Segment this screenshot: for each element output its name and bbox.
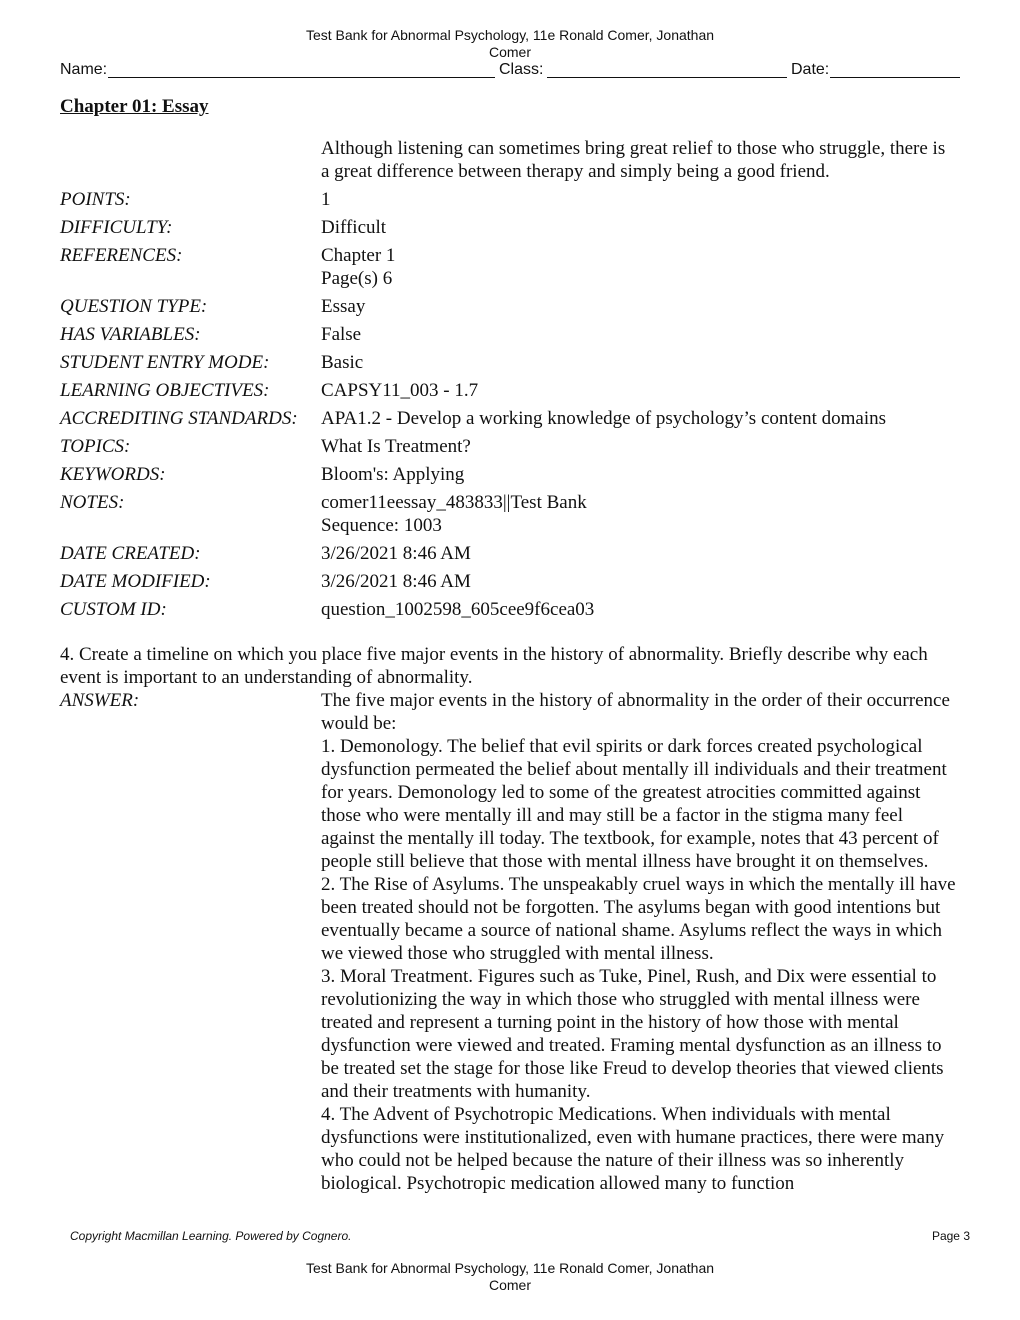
meta-value: 3/26/2021 8:46 AM <box>321 571 471 592</box>
meta-label: ACCREDITING STANDARDS: <box>60 408 298 429</box>
meta-row-references <box>60 244 960 290</box>
student-info-line <box>60 60 960 82</box>
meta-row-has-variables <box>60 323 960 346</box>
book-title-header <box>0 27 1020 61</box>
page-number: Page 3 <box>931 1229 970 1243</box>
meta-label: KEYWORDS: <box>60 464 166 485</box>
answer-label: ANSWER: <box>60 690 140 711</box>
answer-intro: The five major events in the history of abnormality in the order of their occurrence would be: <box>321 690 950 734</box>
meta-value: Essay <box>321 296 366 317</box>
book-title-line2: Comer <box>488 44 531 60</box>
meta-row-notes <box>60 491 960 537</box>
book-title-line1: Test Bank for Abnormal Psychology, 11e Ronald Comer, Jonathan <box>305 1260 715 1276</box>
meta-row-date-created <box>60 542 960 565</box>
meta-value: 1 <box>321 189 331 210</box>
meta-value-line: comer11eessay_483833||Test Bank <box>321 492 587 513</box>
meta-row-accrediting-standards <box>60 407 960 430</box>
meta-value: False <box>321 324 362 345</box>
chapter-heading: Chapter 01: Essay <box>60 96 209 117</box>
answer-point: 1. Demonology. The belief that evil spirits or dark forces created psychological dysfunction permeated the belief about mentally ill individuals and their treatment for years. Demonology led to some of the greatest atrocities committed against those who were mentally ill and may still be a factor in the stigma many feel against the mentally ill today. The textbook, for example, notes that 43 percent of people still believe that those with mental illness have brought it on themselves. <box>321 736 947 872</box>
meta-value: CAPSY11_003 - 1.7 <box>321 380 479 401</box>
date-label: Date: <box>791 61 830 78</box>
meta-row-question-type <box>60 295 960 318</box>
meta-label: DATE MODIFIED: <box>60 571 211 592</box>
meta-value: Difficult <box>321 217 387 238</box>
meta-row-entry-mode <box>60 351 960 374</box>
meta-value: APA1.2 - Develop a working knowledge of psychology’s content domains <box>321 408 886 429</box>
book-title-line1: Test Bank for Abnormal Psychology, 11e Ronald Comer, Jonathan <box>305 27 715 43</box>
meta-label: LEARNING OBJECTIVES: <box>60 380 270 401</box>
meta-value: Basic <box>321 352 364 373</box>
meta-row-learning-objectives <box>60 379 960 402</box>
meta-row-difficulty <box>60 216 960 239</box>
answer-section <box>60 689 960 1195</box>
meta-label: HAS VARIABLES: <box>60 324 201 345</box>
meta-value: What Is Treatment? <box>321 436 471 457</box>
meta-row-keywords <box>60 463 960 486</box>
meta-row-date-modified <box>60 570 960 593</box>
meta-value: Bloom's: Applying <box>321 464 465 485</box>
meta-label: REFERENCES: <box>60 245 183 266</box>
meta-value <box>321 491 960 537</box>
question-text: 4. Create a timeline on which you place five major events in the history of abnormality. Briefly describe why each event is important to an understanding of abnormality. <box>60 644 928 688</box>
book-title-line2: Comer <box>488 1277 531 1293</box>
date-blank <box>830 77 960 78</box>
meta-value: 3/26/2021 8:46 AM <box>321 543 471 564</box>
meta-label: NOTES: <box>60 492 125 513</box>
name-blank <box>108 77 495 78</box>
name-label: Name: <box>60 61 108 78</box>
answer-point: 2. The Rise of Asylums. The unspeakably cruel ways in which the mentally ill have been treated should not be forgotten. The asylums began with good intentions but eventually became a source of national shame. Asylums reflect the ways in which we viewed those who struggled with mental illness. <box>321 874 956 964</box>
meta-label: TOPICS: <box>60 436 131 457</box>
meta-value-line: Page(s) 6 <box>321 268 393 289</box>
answer-point: 4. The Advent of Psychotropic Medications. When individuals with mental dysfunctions were institutionalized, even with humane practices, there were many who could not be helped because the nature of their illness was so inherently biological. Psychotropic medication allowed many to function <box>321 1104 945 1194</box>
meta-row-custom-id <box>60 598 960 621</box>
meta-label: QUESTION TYPE: <box>60 296 208 317</box>
answer-point: 3. Moral Treatment. Figures such as Tuke, Pinel, Rush, and Dix were essential to revolutionizing the way in which those who struggled with mental illness were treated and represent a turning point in the history of how those with mental dysfunction were viewed and treated. Framing mental dysfunction as an illness to be treated set the stage for those like Freud to develop theories that viewed clients and their treatments with humanity. <box>321 966 944 1102</box>
meta-row-topics <box>60 435 960 458</box>
previous-answer-text: Although listening can sometimes bring great relief to those who struggle, there is a great difference between therapy and simply being a good friend. <box>321 138 946 182</box>
meta-label: CUSTOM ID: <box>60 599 167 620</box>
class-blank <box>547 77 787 78</box>
meta-value-line: Sequence: 1003 <box>321 515 442 536</box>
class-label: Class: <box>499 61 544 78</box>
meta-label: DIFFICULTY: <box>60 217 173 238</box>
meta-value <box>321 244 960 290</box>
meta-value: question_1002598_605cee9f6cea03 <box>321 599 595 620</box>
meta-label: DATE CREATED: <box>60 543 201 564</box>
book-title-footer <box>0 1260 1020 1294</box>
meta-row-points <box>60 188 960 211</box>
copyright-footer: Copyright Macmillan Learning. Powered by Cognero. <box>70 1229 352 1243</box>
question-content <box>60 137 960 1195</box>
answer-body <box>321 689 960 1195</box>
meta-label: POINTS: <box>60 189 131 210</box>
meta-label: STUDENT ENTRY MODE: <box>60 352 270 373</box>
meta-value-line: Chapter 1 <box>321 245 396 266</box>
